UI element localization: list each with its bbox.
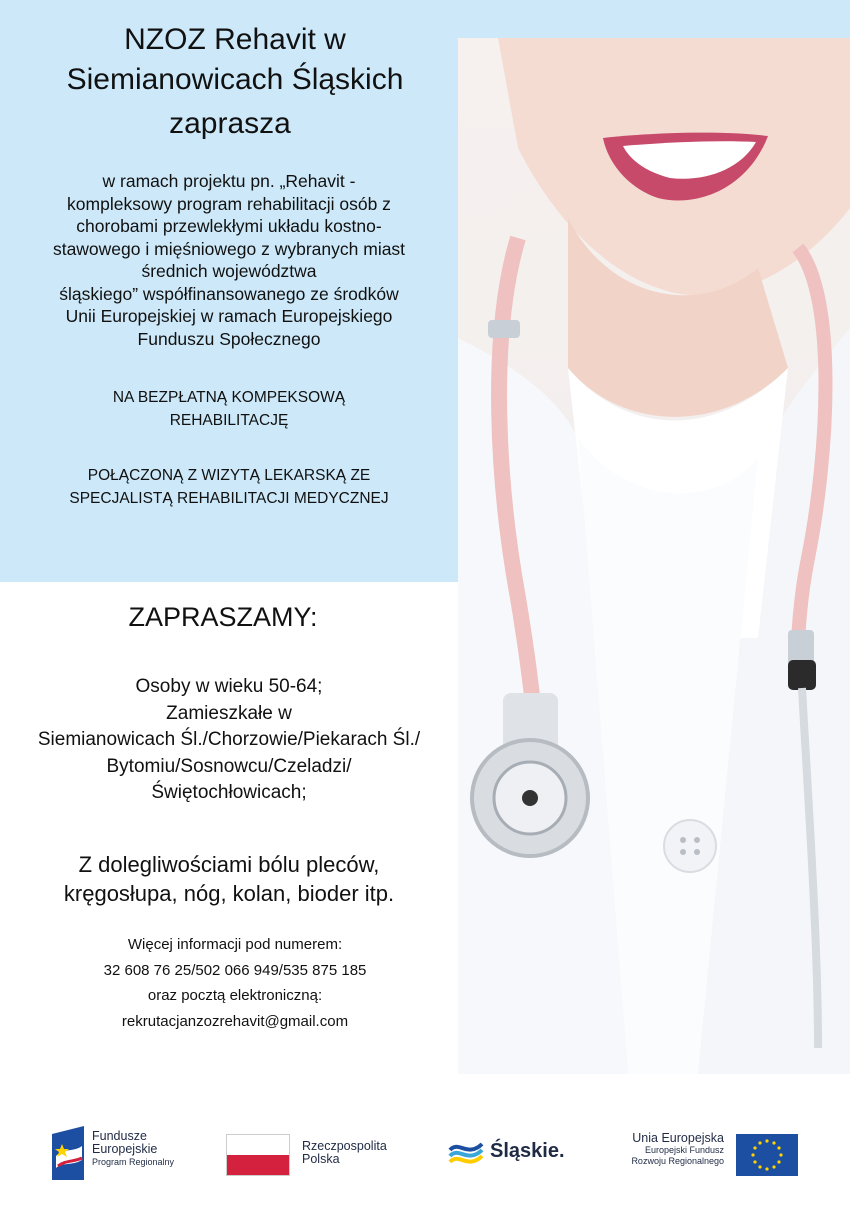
email-label: oraz pocztą elektroniczną:: [147, 987, 323, 1004]
logo-bar: [0, 1118, 850, 1188]
ue-line: Unia Europejska: [632, 1131, 724, 1145]
eu-flag-icon: [736, 1134, 798, 1176]
rzeczpospolita-polska-text: [302, 1140, 387, 1166]
target-line: Osoby w wieku 50-64;: [135, 676, 323, 697]
description-line: śląskiego” współfinansowanego ze środków: [59, 283, 399, 304]
contact-label: Więcej informacji pod numerem:: [127, 936, 343, 953]
description-line: Funduszu Społecznego: [137, 328, 321, 349]
ailments-line: kręgosłupa, nóg, kolan, bioder itp.: [63, 881, 395, 906]
fundusze-europejskie-logo-icon: [52, 1126, 84, 1180]
offer-line: POŁĄCZONĄ Z WIZYTĄ LEKARSKĄ ZE: [87, 467, 371, 484]
phone-numbers[interactable]: 32 608 76 25/502 066 949/535 875 185: [103, 961, 367, 979]
fe-sub-line: Program Regionalny: [92, 1157, 175, 1167]
description-line: w ramach projektu pn. „Rehavit -: [102, 171, 356, 191]
ailments-line: Z dolegliwościami bólu pleców,: [78, 852, 380, 877]
fundusze-europejskie-text: [92, 1130, 174, 1169]
target-line: Zamieszkałe w: [166, 702, 292, 724]
ailments: [0, 850, 458, 908]
description-line: stawowego i mięśniowego z wybranych miast: [52, 238, 406, 259]
contact-info: [0, 932, 470, 1034]
ue-sub-line: Rozwoju Regionalnego: [631, 1156, 724, 1166]
invite-heading: ZAPRASZAMY:: [128, 602, 318, 632]
offer-line: SPECJALISTĄ REHABILITACJI MEDYCZNEJ: [69, 490, 389, 507]
rp-line: Rzeczpospolita: [302, 1139, 387, 1153]
fe-line: Europejskie: [92, 1142, 158, 1156]
description-line: średnich województwa: [141, 261, 317, 281]
project-description: [8, 170, 450, 350]
title-line-2: Siemianowicach Śląskich: [66, 63, 404, 96]
offer-block-2: [0, 464, 458, 510]
doctor-photo: [458, 38, 850, 1074]
ue-sub-line: Europejski Fundusz: [644, 1145, 724, 1155]
offer-block-1: [0, 386, 458, 432]
title-line-1: NZOZ Rehavit w: [124, 23, 346, 56]
unia-europejska-text: [600, 1132, 724, 1167]
target-line: Bytomiu/Sosnowcu/Czeladzi/: [106, 755, 352, 777]
target-group: [0, 674, 458, 807]
polish-flag-icon: [226, 1134, 290, 1176]
description-line: chorobami przewlekłymi układu kostno-: [76, 216, 382, 236]
doctor-illustration: [458, 38, 850, 1074]
offer-line: NA BEZPŁATNĄ KOMPEKSOWĄ: [112, 389, 346, 406]
slaskie-text: Śląskie.: [490, 1140, 565, 1162]
email-address[interactable]: rekrutacjanzozrehavit@gmail.com: [121, 1012, 349, 1030]
rp-line: Polska: [302, 1152, 340, 1166]
title-line-3: zaprasza: [169, 107, 291, 140]
offer-line: REHABILITACJĘ: [169, 412, 289, 429]
slaskie-logo-icon: [448, 1136, 484, 1170]
target-line: Siemianowicach Śl./Chorzowie/Piekarach Śl./: [37, 729, 421, 750]
fe-line: Fundusze: [92, 1129, 147, 1143]
target-line: Świętochłowicach;: [151, 782, 307, 803]
description-line: kompleksowy program rehabilitacji osób z: [67, 193, 391, 214]
description-line: Unii Europejskiej w ramach Europejskiego: [65, 306, 393, 326]
